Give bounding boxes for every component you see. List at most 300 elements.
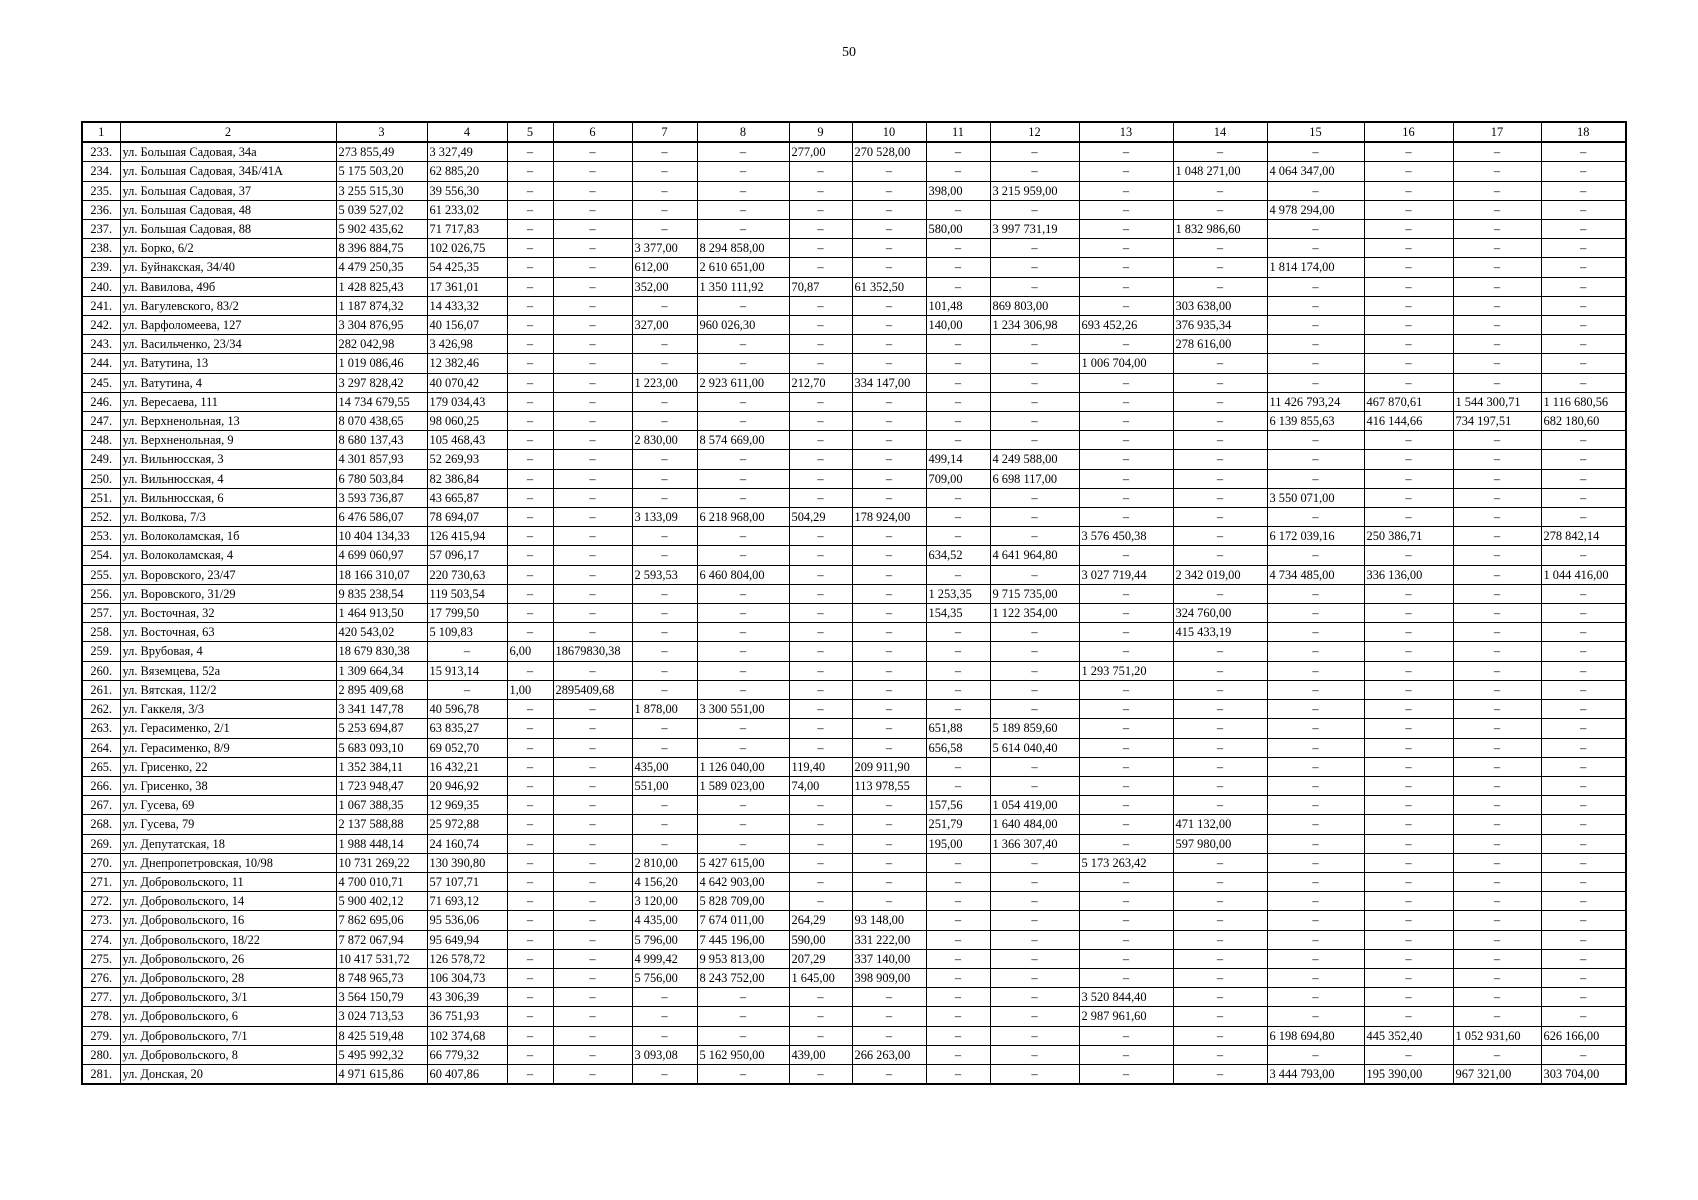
table-row bbox=[82, 1064, 1626, 1084]
value-cell: – bbox=[632, 335, 697, 354]
value-cell: – bbox=[632, 738, 697, 757]
value-cell: – bbox=[789, 181, 852, 200]
row-number-cell: 241. bbox=[82, 296, 120, 315]
value-cell: – bbox=[632, 162, 697, 181]
value-cell: 1 988 448,14 bbox=[336, 834, 427, 853]
table-row bbox=[82, 469, 1626, 488]
value-cell: – bbox=[1453, 815, 1541, 834]
value-cell: – bbox=[632, 181, 697, 200]
value-cell: – bbox=[1453, 872, 1541, 891]
value-cell: – bbox=[926, 565, 990, 584]
value-cell: – bbox=[553, 392, 632, 411]
value-cell: – bbox=[1267, 815, 1364, 834]
value-cell: 1 544 300,71 bbox=[1453, 392, 1541, 411]
value-cell: 250 386,71 bbox=[1364, 527, 1453, 546]
value-cell: 2 342 019,00 bbox=[1173, 565, 1267, 584]
value-cell: – bbox=[1541, 488, 1626, 507]
value-cell: – bbox=[697, 738, 789, 757]
value-cell: – bbox=[852, 642, 926, 661]
value-cell: 4 301 857,93 bbox=[336, 450, 427, 469]
value-cell: 1 878,00 bbox=[632, 700, 697, 719]
row-number-cell: 265. bbox=[82, 757, 120, 776]
value-cell: – bbox=[553, 1007, 632, 1026]
value-cell: 8 574 669,00 bbox=[697, 431, 789, 450]
row-number-cell: 264. bbox=[82, 738, 120, 757]
value-cell: 8 680 137,43 bbox=[336, 431, 427, 450]
value-cell: 43 306,39 bbox=[427, 988, 507, 1007]
value-cell: 3 120,00 bbox=[632, 892, 697, 911]
value-cell: – bbox=[1079, 162, 1173, 181]
column-header: 4 bbox=[427, 122, 507, 142]
value-cell: – bbox=[926, 776, 990, 795]
value-cell: – bbox=[1453, 949, 1541, 968]
value-cell: – bbox=[1541, 258, 1626, 277]
column-header: 18 bbox=[1541, 122, 1626, 142]
value-cell: – bbox=[789, 796, 852, 815]
value-cell: – bbox=[507, 834, 553, 853]
value-cell: 61 352,50 bbox=[852, 277, 926, 296]
value-cell: 11 426 793,24 bbox=[1267, 392, 1364, 411]
value-cell: 24 160,74 bbox=[427, 834, 507, 853]
value-cell: – bbox=[553, 700, 632, 719]
value-cell: – bbox=[1453, 700, 1541, 719]
value-cell: – bbox=[1364, 142, 1453, 162]
value-cell: 119,40 bbox=[789, 757, 852, 776]
value-cell: – bbox=[852, 988, 926, 1007]
value-cell: – bbox=[553, 623, 632, 642]
value-cell: 17 361,01 bbox=[427, 277, 507, 296]
value-cell: 1 645,00 bbox=[789, 968, 852, 987]
value-cell: 3 300 551,00 bbox=[697, 700, 789, 719]
value-cell: – bbox=[697, 142, 789, 162]
value-cell: 3 327,49 bbox=[427, 142, 507, 162]
value-cell: 106 304,73 bbox=[427, 968, 507, 987]
address-cell: ул. Добровольского, 8 bbox=[120, 1045, 336, 1064]
value-cell: – bbox=[507, 872, 553, 891]
value-cell: – bbox=[1173, 450, 1267, 469]
value-cell: 270 528,00 bbox=[852, 142, 926, 162]
value-cell: – bbox=[1079, 450, 1173, 469]
value-cell: – bbox=[553, 892, 632, 911]
value-cell: 40 156,07 bbox=[427, 316, 507, 335]
row-number-cell: 276. bbox=[82, 968, 120, 987]
value-cell: – bbox=[789, 527, 852, 546]
value-cell: – bbox=[852, 796, 926, 815]
value-cell: 2 810,00 bbox=[632, 853, 697, 872]
value-cell: – bbox=[1173, 527, 1267, 546]
row-number-cell: 274. bbox=[82, 930, 120, 949]
value-cell: 4 156,20 bbox=[632, 872, 697, 891]
value-cell: – bbox=[507, 488, 553, 507]
value-cell: – bbox=[1267, 142, 1364, 162]
value-cell: – bbox=[990, 565, 1079, 584]
value-cell: – bbox=[1541, 623, 1626, 642]
value-cell: – bbox=[1453, 930, 1541, 949]
value-cell: 634,52 bbox=[926, 546, 990, 565]
value-cell: – bbox=[852, 296, 926, 315]
value-cell: 3 426,98 bbox=[427, 335, 507, 354]
value-cell: 7 872 067,94 bbox=[336, 930, 427, 949]
value-cell: – bbox=[632, 220, 697, 239]
value-cell: 1 309 664,34 bbox=[336, 661, 427, 680]
value-cell: – bbox=[632, 450, 697, 469]
value-cell: – bbox=[926, 431, 990, 450]
value-cell: 1 116 680,56 bbox=[1541, 392, 1626, 411]
value-cell: – bbox=[1079, 296, 1173, 315]
value-cell: – bbox=[632, 142, 697, 162]
value-cell: – bbox=[1079, 277, 1173, 296]
page-number: 50 bbox=[842, 45, 856, 60]
value-cell: – bbox=[553, 604, 632, 623]
address-cell: ул. Врубовая, 4 bbox=[120, 642, 336, 661]
value-cell: – bbox=[789, 834, 852, 853]
value-cell: – bbox=[697, 220, 789, 239]
value-cell: – bbox=[1541, 220, 1626, 239]
value-cell: – bbox=[1541, 949, 1626, 968]
value-cell: 656,58 bbox=[926, 738, 990, 757]
value-cell: 102 026,75 bbox=[427, 239, 507, 258]
value-cell: 334 147,00 bbox=[852, 373, 926, 392]
value-cell: 5 900 402,12 bbox=[336, 892, 427, 911]
value-cell: – bbox=[1267, 584, 1364, 603]
value-cell: – bbox=[697, 1026, 789, 1045]
value-cell: – bbox=[1267, 796, 1364, 815]
value-cell: 60 407,86 bbox=[427, 1064, 507, 1084]
table-row bbox=[82, 1007, 1626, 1026]
table-row bbox=[82, 258, 1626, 277]
address-cell: ул. Большая Садовая, 48 bbox=[120, 200, 336, 219]
value-cell: – bbox=[926, 642, 990, 661]
value-cell: – bbox=[852, 892, 926, 911]
value-cell: – bbox=[1541, 642, 1626, 661]
value-cell: – bbox=[1173, 1026, 1267, 1045]
value-cell: – bbox=[1267, 757, 1364, 776]
value-cell: – bbox=[427, 680, 507, 699]
value-cell: 102 374,68 bbox=[427, 1026, 507, 1045]
value-cell: – bbox=[1541, 354, 1626, 373]
value-cell: 5 253 694,87 bbox=[336, 719, 427, 738]
value-cell: 590,00 bbox=[789, 930, 852, 949]
value-cell: – bbox=[1453, 296, 1541, 315]
value-cell: 3 093,08 bbox=[632, 1045, 697, 1064]
value-cell: – bbox=[852, 412, 926, 431]
value-cell: – bbox=[553, 968, 632, 987]
value-cell: – bbox=[1079, 834, 1173, 853]
value-cell: – bbox=[553, 757, 632, 776]
value-cell: – bbox=[507, 316, 553, 335]
value-cell: – bbox=[1453, 642, 1541, 661]
value-cell: – bbox=[697, 296, 789, 315]
table-row bbox=[82, 930, 1626, 949]
address-cell: ул. Волоколамская, 1б bbox=[120, 527, 336, 546]
value-cell: – bbox=[1079, 815, 1173, 834]
column-header: 2 bbox=[120, 122, 336, 142]
value-cell: 960 026,30 bbox=[697, 316, 789, 335]
row-number-cell: 269. bbox=[82, 834, 120, 853]
address-cell: ул. Герасименко, 8/9 bbox=[120, 738, 336, 757]
row-number-cell: 246. bbox=[82, 392, 120, 411]
value-cell: – bbox=[926, 680, 990, 699]
value-cell: – bbox=[852, 258, 926, 277]
value-cell: 303 704,00 bbox=[1541, 1064, 1626, 1084]
value-cell: – bbox=[990, 892, 1079, 911]
value-cell: – bbox=[427, 642, 507, 661]
value-cell: – bbox=[1364, 968, 1453, 987]
value-cell: 5 162 950,00 bbox=[697, 1045, 789, 1064]
value-cell: 1 006 704,00 bbox=[1079, 354, 1173, 373]
value-cell: 1 054 419,00 bbox=[990, 796, 1079, 815]
address-cell: ул. Вятская, 112/2 bbox=[120, 680, 336, 699]
row-number-cell: 259. bbox=[82, 642, 120, 661]
value-cell: 3 024 713,53 bbox=[336, 1007, 427, 1026]
value-cell: – bbox=[507, 469, 553, 488]
value-cell: – bbox=[1541, 872, 1626, 891]
table-row bbox=[82, 796, 1626, 815]
value-cell: – bbox=[789, 738, 852, 757]
value-cell: 4 064 347,00 bbox=[1267, 162, 1364, 181]
value-cell: – bbox=[553, 277, 632, 296]
value-cell: – bbox=[852, 239, 926, 258]
value-cell: – bbox=[553, 296, 632, 315]
value-cell: – bbox=[1267, 719, 1364, 738]
value-cell: – bbox=[507, 604, 553, 623]
value-cell: 303 638,00 bbox=[1173, 296, 1267, 315]
value-cell: – bbox=[1453, 450, 1541, 469]
value-cell: – bbox=[632, 815, 697, 834]
value-cell: – bbox=[1267, 508, 1364, 527]
value-cell: – bbox=[1173, 354, 1267, 373]
value-cell: – bbox=[1267, 316, 1364, 335]
value-cell: – bbox=[1364, 546, 1453, 565]
table-row bbox=[82, 834, 1626, 853]
value-cell: – bbox=[990, 200, 1079, 219]
value-cell: – bbox=[632, 661, 697, 680]
value-cell: 10 731 269,22 bbox=[336, 853, 427, 872]
value-cell: – bbox=[926, 162, 990, 181]
address-cell: ул. Гусева, 79 bbox=[120, 815, 336, 834]
value-cell: – bbox=[507, 508, 553, 527]
value-cell: – bbox=[789, 584, 852, 603]
value-cell: – bbox=[990, 527, 1079, 546]
value-cell: 6 476 586,07 bbox=[336, 508, 427, 527]
value-cell: 6 139 855,63 bbox=[1267, 412, 1364, 431]
table-row bbox=[82, 392, 1626, 411]
value-cell: – bbox=[1541, 239, 1626, 258]
value-cell: – bbox=[1079, 142, 1173, 162]
value-cell: 70,87 bbox=[789, 277, 852, 296]
value-cell: 3 550 071,00 bbox=[1267, 488, 1364, 507]
value-cell: – bbox=[1079, 546, 1173, 565]
value-cell: 212,70 bbox=[789, 373, 852, 392]
table-row bbox=[82, 872, 1626, 891]
value-cell: – bbox=[990, 258, 1079, 277]
column-header: 6 bbox=[553, 122, 632, 142]
value-cell: 6 218 968,00 bbox=[697, 508, 789, 527]
column-header: 16 bbox=[1364, 122, 1453, 142]
value-cell: – bbox=[789, 296, 852, 315]
value-cell: – bbox=[1173, 1064, 1267, 1084]
value-cell: – bbox=[990, 1045, 1079, 1064]
value-cell: – bbox=[507, 584, 553, 603]
column-header: 17 bbox=[1453, 122, 1541, 142]
value-cell: – bbox=[1079, 872, 1173, 891]
value-cell: – bbox=[789, 162, 852, 181]
value-cell: – bbox=[990, 392, 1079, 411]
value-cell: 3 520 844,40 bbox=[1079, 988, 1173, 1007]
table-row bbox=[82, 757, 1626, 776]
value-cell: – bbox=[1079, 738, 1173, 757]
row-number-cell: 271. bbox=[82, 872, 120, 891]
value-cell: 5 756,00 bbox=[632, 968, 697, 987]
table-row bbox=[82, 431, 1626, 450]
value-cell: – bbox=[1364, 200, 1453, 219]
value-cell: 7 445 196,00 bbox=[697, 930, 789, 949]
value-cell: – bbox=[1173, 1007, 1267, 1026]
row-number-cell: 260. bbox=[82, 661, 120, 680]
value-cell: – bbox=[990, 1007, 1079, 1026]
row-number-cell: 238. bbox=[82, 239, 120, 258]
value-cell: – bbox=[1453, 834, 1541, 853]
value-cell: – bbox=[926, 968, 990, 987]
value-cell: – bbox=[1173, 776, 1267, 795]
address-cell: ул. Грисенко, 22 bbox=[120, 757, 336, 776]
row-number-cell: 235. bbox=[82, 181, 120, 200]
value-cell: – bbox=[507, 142, 553, 162]
value-cell: 3 133,09 bbox=[632, 508, 697, 527]
value-cell: – bbox=[1173, 373, 1267, 392]
value-cell: – bbox=[1364, 258, 1453, 277]
value-cell: – bbox=[990, 1064, 1079, 1084]
value-cell: – bbox=[852, 354, 926, 373]
value-cell: 18 166 310,07 bbox=[336, 565, 427, 584]
value-cell: – bbox=[1364, 738, 1453, 757]
value-cell: – bbox=[852, 834, 926, 853]
value-cell: 6,00 bbox=[507, 642, 553, 661]
value-cell: – bbox=[553, 142, 632, 162]
table-row bbox=[82, 316, 1626, 335]
value-cell: – bbox=[1173, 412, 1267, 431]
value-cell: – bbox=[1364, 604, 1453, 623]
value-cell: – bbox=[1541, 162, 1626, 181]
value-cell: – bbox=[507, 162, 553, 181]
value-cell: – bbox=[1079, 181, 1173, 200]
value-cell: – bbox=[1267, 700, 1364, 719]
value-cell: – bbox=[1079, 680, 1173, 699]
column-header: 5 bbox=[507, 122, 553, 142]
column-header: 10 bbox=[852, 122, 926, 142]
value-cell: – bbox=[1267, 911, 1364, 930]
value-cell: – bbox=[553, 200, 632, 219]
value-cell: 2 610 651,00 bbox=[697, 258, 789, 277]
table-row bbox=[82, 623, 1626, 642]
value-cell: – bbox=[852, 200, 926, 219]
value-cell: 597 980,00 bbox=[1173, 834, 1267, 853]
value-cell: 1 044 416,00 bbox=[1541, 565, 1626, 584]
table-row bbox=[82, 1026, 1626, 1045]
value-cell: – bbox=[507, 700, 553, 719]
address-cell: ул. Вересаева, 111 bbox=[120, 392, 336, 411]
value-cell: – bbox=[1541, 1045, 1626, 1064]
value-cell: 967 321,00 bbox=[1453, 1064, 1541, 1084]
value-cell: – bbox=[789, 719, 852, 738]
value-cell: 1 122 354,00 bbox=[990, 604, 1079, 623]
address-cell: ул. Верхненольная, 9 bbox=[120, 431, 336, 450]
value-cell: – bbox=[1079, 469, 1173, 488]
table-row bbox=[82, 661, 1626, 680]
value-cell: – bbox=[553, 488, 632, 507]
value-cell: – bbox=[1173, 661, 1267, 680]
value-cell: – bbox=[1267, 373, 1364, 392]
value-cell: – bbox=[789, 220, 852, 239]
value-cell: – bbox=[553, 834, 632, 853]
value-cell: 195,00 bbox=[926, 834, 990, 853]
value-cell: – bbox=[1079, 200, 1173, 219]
value-cell: – bbox=[990, 988, 1079, 1007]
address-cell: ул. Ватутина, 4 bbox=[120, 373, 336, 392]
value-cell: – bbox=[1364, 988, 1453, 1007]
value-cell: 1 048 271,00 bbox=[1173, 162, 1267, 181]
value-cell: – bbox=[697, 604, 789, 623]
value-cell: – bbox=[789, 200, 852, 219]
value-cell: 398,00 bbox=[926, 181, 990, 200]
value-cell: – bbox=[789, 700, 852, 719]
value-cell: 2 137 588,88 bbox=[336, 815, 427, 834]
value-cell: 1 352 384,11 bbox=[336, 757, 427, 776]
value-cell: – bbox=[789, 872, 852, 891]
value-cell: 4 435,00 bbox=[632, 911, 697, 930]
value-cell: – bbox=[553, 930, 632, 949]
value-cell: 1 464 913,50 bbox=[336, 604, 427, 623]
value-cell: – bbox=[697, 1007, 789, 1026]
table-row bbox=[82, 142, 1626, 162]
value-cell: – bbox=[697, 623, 789, 642]
value-cell: 18 679 830,38 bbox=[336, 642, 427, 661]
value-cell: – bbox=[1079, 584, 1173, 603]
value-cell: – bbox=[1364, 296, 1453, 315]
row-number-cell: 243. bbox=[82, 335, 120, 354]
value-cell: 5 614 040,40 bbox=[990, 738, 1079, 757]
table-body bbox=[82, 142, 1626, 1084]
value-cell: 4 249 588,00 bbox=[990, 450, 1079, 469]
value-cell: – bbox=[990, 373, 1079, 392]
value-cell: 39 556,30 bbox=[427, 181, 507, 200]
value-cell: 416 144,66 bbox=[1364, 412, 1453, 431]
value-cell: – bbox=[1173, 239, 1267, 258]
value-cell: – bbox=[1079, 431, 1173, 450]
address-cell: ул. Днепропетровская, 10/98 bbox=[120, 853, 336, 872]
value-cell: 126 415,94 bbox=[427, 527, 507, 546]
value-cell: 14 734 679,55 bbox=[336, 392, 427, 411]
column-header: 13 bbox=[1079, 122, 1173, 142]
value-cell: 7 674 011,00 bbox=[697, 911, 789, 930]
value-cell: – bbox=[1364, 700, 1453, 719]
value-cell: – bbox=[1267, 853, 1364, 872]
value-cell: – bbox=[1267, 988, 1364, 1007]
value-cell: – bbox=[1453, 680, 1541, 699]
address-cell: ул. Ватутина, 13 bbox=[120, 354, 336, 373]
value-cell: – bbox=[789, 546, 852, 565]
value-cell: 8 243 752,00 bbox=[697, 968, 789, 987]
value-cell: 71 693,12 bbox=[427, 892, 507, 911]
value-cell: – bbox=[1173, 911, 1267, 930]
value-cell: 612,00 bbox=[632, 258, 697, 277]
row-number-cell: 254. bbox=[82, 546, 120, 565]
value-cell: 869 803,00 bbox=[990, 296, 1079, 315]
address-cell: ул. Вагулевского, 83/2 bbox=[120, 296, 336, 315]
value-cell: 8 294 858,00 bbox=[697, 239, 789, 258]
value-cell: 1 234 306,98 bbox=[990, 316, 1079, 335]
value-cell: 352,00 bbox=[632, 277, 697, 296]
